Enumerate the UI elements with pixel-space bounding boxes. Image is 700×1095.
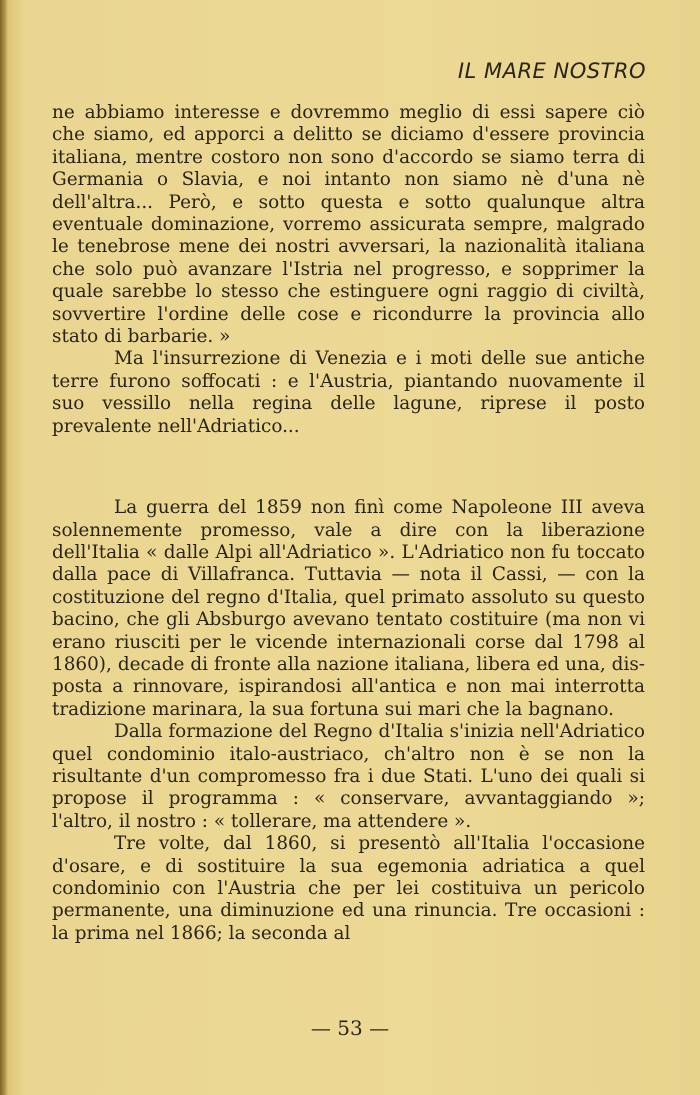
paragraph: Dalla formazione del Regno d'Italia s'inizia nell'Adriatico quel condominio italo-austriaco, ch'altro non è se non la risultante d'un compromesso fra i due Stati. L'uno dei quali si propose il programma : « conservare, avvantaggiando »; l'altro, il nostro : « tollerare, ma attendere ». xyxy=(52,721,645,832)
page-number: — 53 — xyxy=(310,1016,390,1040)
paragraph: Ma l'insurrezione di Venezia e i moti delle sue antiche terre furono soffocati : e l'Austria, piantando nuovamente il suo vessillo nella regina delle lagune, riprese il posto prevalente nell'Adriatico... xyxy=(52,348,645,437)
section-break xyxy=(52,438,645,497)
running-head: IL MARE NOSTRO xyxy=(457,59,646,83)
paragraph-continued: ne abbiamo interesse e dovremmo meglio di essi sapere ciò che siamo, ed apporci a delitto se diciamo d'essere provincia italiana, mentre costoro non sono d'accordo se siamo terra di Germania o Slavia, e noi intanto non siamo nè d'una nè dell'altra... Però, e sotto questa e sotto qualunque altra eventuale dominazione, vorremo assicurata sempre, malgrado le tenebrose mene dei nostri avversari, la nazionalità italiana che solo può avanzare l'Istria nel progresso, e sopprimer la quale sarebbe lo stesso che estinguere ogni raggio di civiltà, sovvertire l'ordine delle cose e ricondurre la provincia allo stato di barbarie. » xyxy=(52,102,645,348)
page-spine-shadow xyxy=(0,0,8,1095)
paragraph: Tre volte, dal 1860, si presentò all'Italia l'occasione d'osare, e di sostituire la sua egemonia adriatica a quel condominio con l'Austria che per lei costituiva un pericolo permanente, una diminuzione ed una rinuncia. Tre occasioni : la prima nel 1866; la seconda al xyxy=(52,833,645,944)
body-text xyxy=(52,102,645,945)
paragraph: La guerra del 1859 non finì come Napoleone III aveva solennemente promesso, vale a dire con la liberazione dell'Italia « dalle Alpi all'Adriatico ». L'Adriatico non fu toccato dalla pace di Villafranca. Tuttavia — nota il Cassi, — con la costituzione del regno d'Italia, quel primato assoluto su questo bacino, che gli Absburgo avevano tentato costituire (ma non vi erano riusciti per le vicende internazionali corse dal 1798 al 1860), decade di fronte alla nazione italiana, libera ed una, disposta a rinnovare, ispirandosi all'antica e non mai interrotta tradizione marinara, la sua fortuna sui mari che la bagnano. xyxy=(52,497,645,720)
